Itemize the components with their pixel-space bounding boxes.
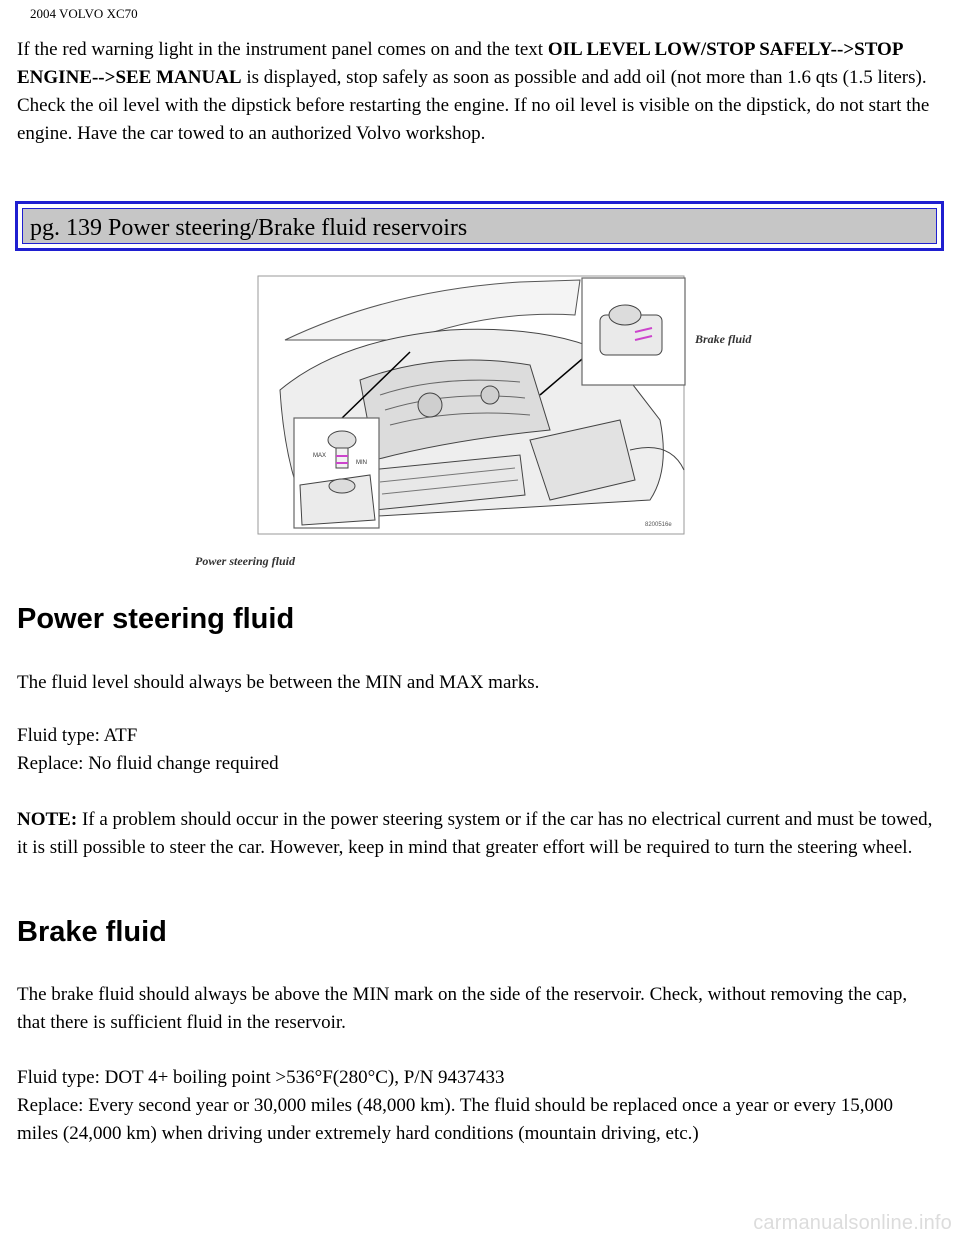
warning-message: OIL LEVEL LOW/STOP SAFELY-->STOP ENGINE-->SEE MANUAL (17, 39, 903, 88)
engine-bay-illustration (190, 270, 780, 575)
power-steering-fluid-type: Fluid type: ATF (17, 725, 138, 746)
brake-fluid-paragraph: The brake fluid should always be above the MIN mark on the side of the reservoir. Check, without removing the cap, that there is sufficient fluid in the reservoir. (17, 984, 908, 1033)
engine-bay-figure (190, 270, 780, 575)
power-steering-note (17, 806, 938, 862)
intro-paragraph (17, 36, 938, 148)
running-head: 2004 VOLVO XC70 (30, 6, 138, 21)
intro-text-1: If the red warning light in the instrument panel comes on and the text (17, 39, 548, 60)
brake-fluid-spec (17, 1064, 938, 1148)
note-label: NOTE: (17, 809, 78, 830)
brake-fluid-type: Fluid type: DOT 4+ boiling point >536°F(280°C), P/N 9437433 (17, 1067, 505, 1088)
figure-ref-code: 8200516e (645, 522, 672, 528)
power-dipstick-shape (336, 448, 348, 468)
engine-cap-shape-2 (481, 386, 499, 404)
section-header-box (15, 201, 944, 251)
note-text: If a problem should occur in the power steering system or if the car has no electrical current and must be towed, it is still possible to steer the car. However, keep in mind that greater effort will be required to turn the steering wheel. (17, 809, 933, 858)
power-steering-paragraph: The fluid level should always be between the MIN and MAX marks. (17, 672, 540, 693)
power-steering-heading: Power steering fluid (17, 603, 295, 635)
brake-fluid-caption: Brake fluid (695, 332, 752, 346)
power-steering-spec (17, 722, 938, 778)
power-reservoir-neck (329, 479, 355, 493)
brake-fluid-heading: Brake fluid (17, 916, 167, 948)
min-label: MIN (356, 460, 367, 466)
watermark: carmanualsonline.info (753, 1212, 952, 1234)
power-steering-replace: Replace: No fluid change required (17, 753, 279, 774)
section-title: pg. 139 Power steering/Brake fluid reservoirs (30, 215, 468, 241)
brake-fluid-replace: Replace: Every second year or 30,000 miles (48,000 km). The fluid should be replaced once a year or every 15,000 miles (24,000 km) when driving under extremely hard conditions (mountain driving, etc.) (17, 1095, 893, 1144)
intro-text-2: is displayed, stop safely as soon as possible and add oil (not more than 1.6 qts (1.5 liters). Check the oil level with the dipstick before restarting the engine. If no oil level is visible on the dipstick, do not start the engine. Have the car towed to an authorized Volvo workshop. (17, 67, 930, 144)
power-cap-shape (328, 431, 356, 449)
engine-cap-shape (418, 393, 442, 417)
section-header-inner (22, 208, 937, 244)
max-label: MAX (313, 453, 327, 459)
power-steering-caption: Power steering fluid (195, 554, 296, 568)
brake-cap-shape (609, 305, 641, 325)
